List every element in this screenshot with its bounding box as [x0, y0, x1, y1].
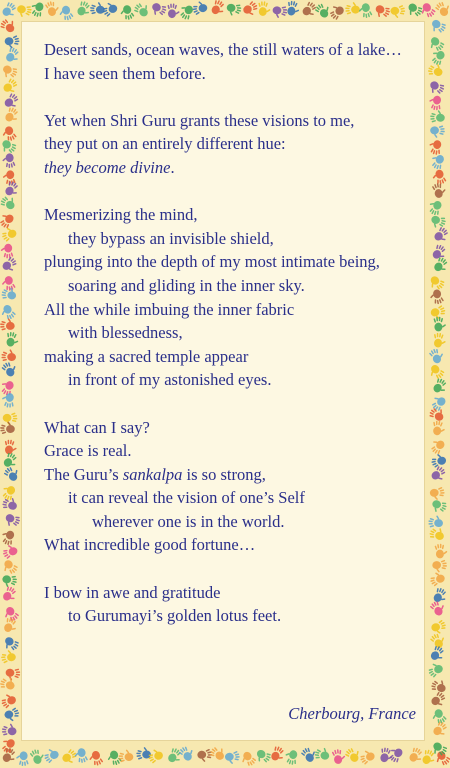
punctuation: . [170, 157, 175, 177]
poem-line: What incredible good fortune… [44, 535, 256, 555]
poem-line: soaring and gliding in the inner sky. [68, 275, 305, 295]
poem-line: What can I say? [44, 417, 150, 437]
poem-line: it can reveal the vision of one’s Self [68, 488, 305, 508]
poem-line [44, 156, 414, 180]
italic-word: sankalpa [122, 464, 183, 484]
poem-line: wherever one is in the world. [92, 511, 285, 531]
stanza-2 [44, 109, 414, 180]
poem-line: in front of my astonished eyes. [68, 370, 272, 390]
place-signature: Cherbourg, France [288, 704, 416, 723]
poem [44, 38, 414, 628]
stanza-4 [44, 416, 414, 558]
poem-line: they bypass an invisible shield, [68, 228, 274, 248]
poem-line: Mesmerizing the mind, [44, 205, 198, 225]
stanza-3 [44, 203, 414, 392]
poem-line: I bow in awe and gratitude [44, 582, 221, 602]
italic-phrase: they become divine [44, 157, 171, 177]
poem-line: plunging into the depth of my most intimate being, [44, 252, 380, 272]
poem-line: All the while imbuing the inner fabric [44, 299, 295, 319]
poem-line: I have seen them before. [44, 63, 206, 83]
poem-line: they put on an entirely different hue: [44, 134, 286, 154]
stanza-1 [44, 38, 414, 85]
poem-line: Yet when Shri Guru grants these visions to me, [44, 110, 355, 130]
line-part: The Guru’s [44, 464, 123, 484]
line-part: is so strong, [182, 464, 266, 484]
poem-line: with blessedness, [68, 323, 183, 343]
poem-line: making a sacred temple appear [44, 346, 249, 366]
poem-line [44, 463, 414, 487]
poem-line: Grace is real. [44, 441, 132, 461]
poem-line: to Gurumayi’s golden lotus feet. [68, 606, 282, 626]
poem-line: Desert sands, ocean waves, the still waters of a lake… [44, 40, 402, 59]
stanza-5 [44, 581, 414, 628]
